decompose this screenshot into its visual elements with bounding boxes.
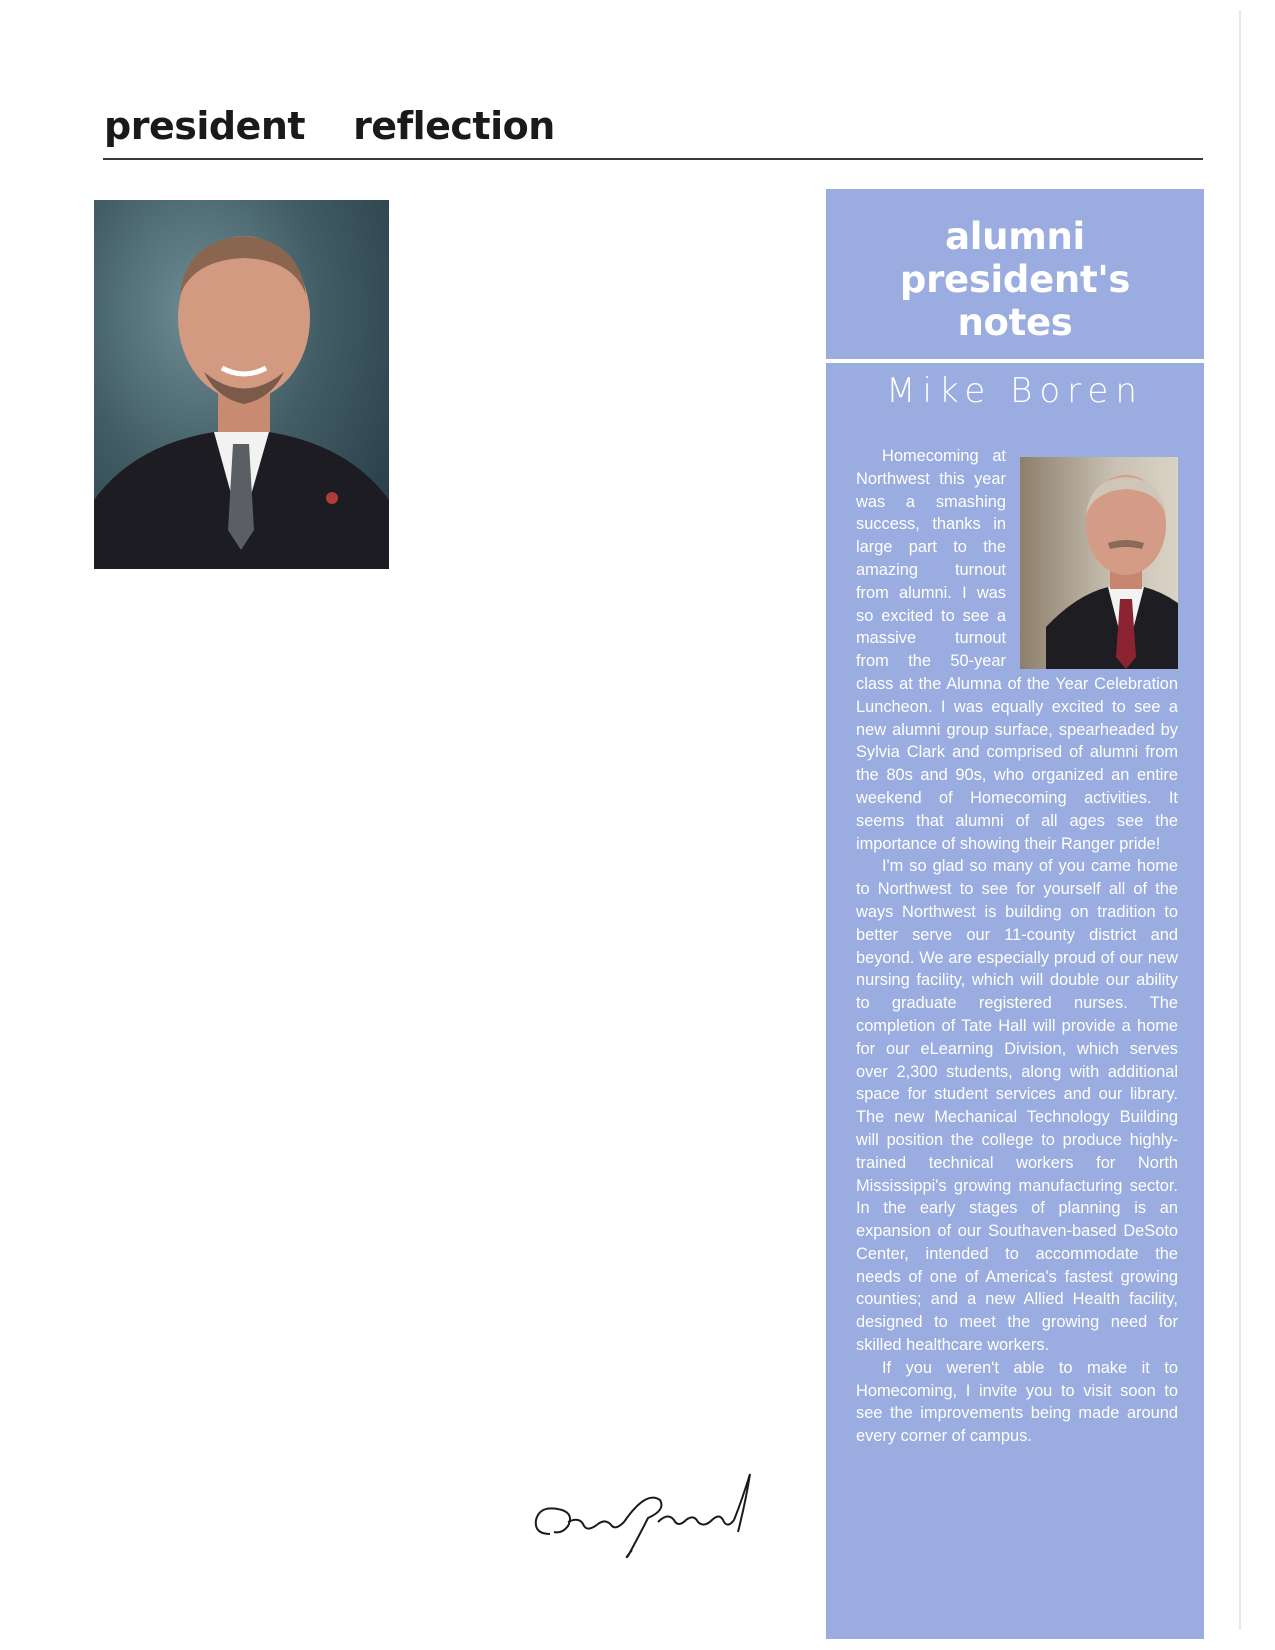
sidebar-heading-line-1: alumni (945, 215, 1085, 258)
sidebar-heading-line-2: president's (899, 258, 1131, 301)
page-edge (1239, 10, 1241, 1630)
president-portrait-illustration (94, 200, 389, 569)
article-paragraph-1 (856, 445, 1178, 855)
header-rule (103, 158, 1203, 160)
title-word-reflection: reflection (353, 104, 555, 148)
article-body (856, 445, 1178, 1448)
article-paragraph-3: If you weren't able to make it to Homecoming, I invite you to visit soon to see the improvements being made around every corner of campus. (856, 1358, 1178, 1446)
page-title (104, 104, 555, 148)
mike-boren-portrait-illustration (1046, 457, 1178, 669)
sidebar-heading (826, 189, 1204, 344)
sidebar-divider (826, 359, 1204, 363)
author-name: Mike Boren (886, 371, 1144, 411)
mike-boren-portrait-photo (1020, 457, 1178, 669)
sidebar-heading-line-3: notes (957, 301, 1073, 344)
sidebar-header (826, 189, 1204, 359)
article-paragraph-1-text: Homecoming at Northwest this year was a smashing success, thanks in large part to the amazing turnout from alumni. I was so excited to see a massive turnout from the 50-year class at the Alumna of the Year Celebration Luncheon. I was equally excited to see a new alumni group surface, spearheaded by Sylvia Clark and comprised of alumni from the 80s and 90s, who organized an entire weekend of Homecoming activities. It seems that alumni of all ages see the importance of showing their Ranger pride! (856, 447, 1178, 853)
article-paragraph-2: I'm so glad so many of you came home to Northwest to see for yourself all of the ways Northwest is building on tradition to better serve our 11-county district and beyond. We are especially proud of our new nursing facility, which will double our ability to graduate registered nurses. The completion of Tate Hall will provide a home for our eLearning Division, which serves over 2,300 students, along with additional space for student services and our library. The new Mechanical Technology Building will position the college to produce highly-trained technical workers for North Mississippi's growing manufacturing sector. In the early stages of planning is an expansion of our Southaven-based DeSoto Center, intended to accommodate the needs of one of America's fastest growing counties; and a new Allied Health facility, designed to meet the growing need for skilled healthcare workers. (856, 857, 1178, 1355)
president-portrait-photo (94, 200, 389, 569)
alumni-notes-sidebar (826, 189, 1204, 1639)
title-word-president: president (104, 104, 306, 148)
president-signature (528, 1470, 760, 1560)
